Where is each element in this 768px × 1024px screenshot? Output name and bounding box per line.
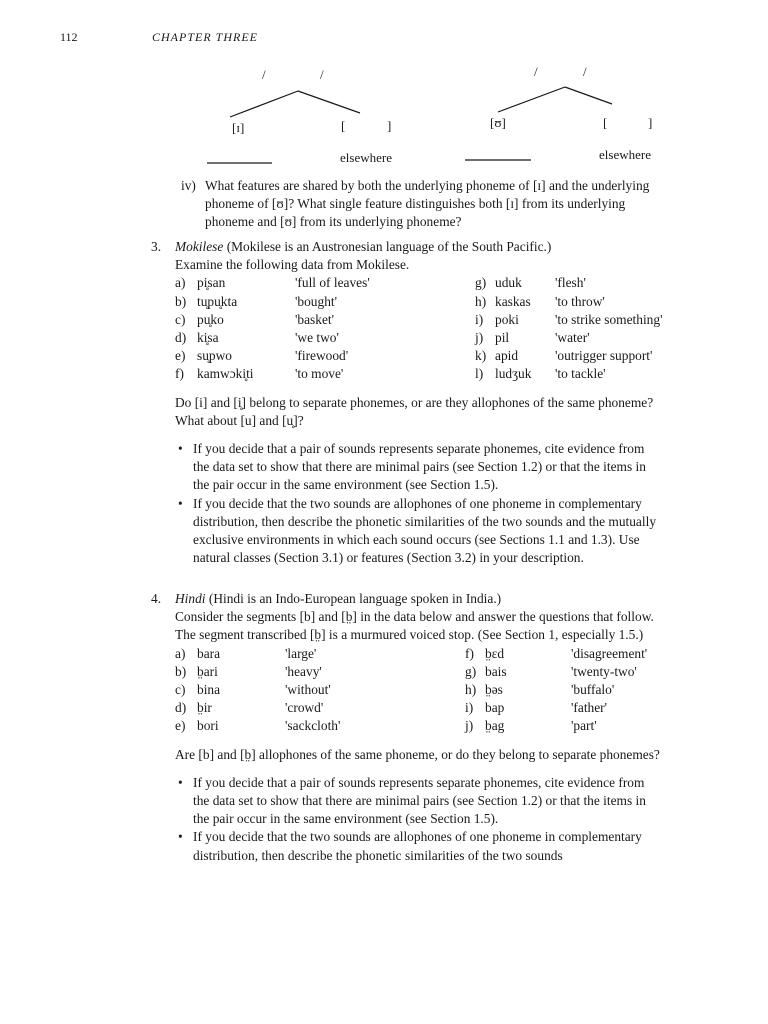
data-cell-lg: 'heavy': [285, 663, 322, 679]
data-cell-rw: ludʒuk: [495, 366, 532, 382]
bullet-item: • If you decide that the two sounds are allophones of one phoneme in complementary distribution, then describe the phonetic similarities of the two sounds: [193, 828, 663, 864]
bullet-item: • If you decide that a pair of sounds represents separate phonemes, cite evidence from the data set to show that there are minimal pairs (see Section 1.2) or that the items in the pair occur in the same environment (see Section 1.5).: [193, 440, 663, 495]
data-cell-lw: bori: [197, 718, 219, 734]
data-cell-lg: 'crowd': [285, 700, 324, 716]
data-cell-lw: pi̥san: [197, 275, 226, 291]
right-phoneme-slash-close: /: [583, 64, 587, 79]
data-cell-lg: 'bought': [295, 293, 338, 309]
data-cell-rg: 'outrigger support': [555, 348, 653, 364]
data-cell-lw: bara: [197, 645, 221, 661]
data-cell-rg: 'to tackle': [555, 366, 606, 382]
data-cell-rg: 'twenty-two': [571, 663, 637, 679]
data-cell-la: e): [175, 718, 186, 734]
data-cell-la: d): [175, 700, 187, 716]
data-cell-rg: 'water': [555, 330, 590, 346]
data-cell-la: b): [175, 663, 187, 679]
data-cell-lw: ki̥sa: [197, 330, 219, 346]
data-cell-rw: bap: [485, 700, 505, 716]
exercise-intro: Hindi (Hindi is an Indo-European language spoken in India.): [175, 591, 502, 606]
right-tree-branch-right: [565, 87, 612, 104]
data-cell-ra: f): [465, 645, 474, 661]
left-allophone-label: [ɪ]: [232, 120, 245, 135]
bullet-item: • If you decide that a pair of sounds represents separate phonemes, cite evidence from the data set to show that there are minimal pairs (see Section 1.2) or that the items in the pair occur in the same environment (see Section 1.5).: [193, 774, 663, 829]
data-cell-la: e): [175, 348, 186, 364]
exercise-number: 4.: [151, 591, 162, 606]
data-cell-rg: 'buffalo': [571, 682, 615, 698]
data-cell-ra: j): [465, 718, 474, 734]
right-phoneme-slash-open: /: [534, 64, 538, 79]
data-cell-lw: bina: [197, 682, 221, 698]
data-cell-rw: apid: [495, 348, 519, 364]
bullet-item: • If you decide that the two sounds are allophones of one phoneme in complementary distribution, then describe the phonetic similarities of the two sounds and the mutually exclusive environments in which each sound occurs (see Sections 1.1 and 1.3). Use natural classes (Section 3.1) or features (Section 3.2) in your description.: [193, 495, 663, 568]
data-cell-la: b): [175, 293, 187, 309]
data-cell-lg: 'without': [285, 682, 331, 698]
question-number: iv): [181, 178, 196, 193]
exercise-4: [151, 590, 663, 865]
data-cell-lw: kamwɔki̥ti: [197, 366, 254, 382]
data-cell-lw: b̤ir: [197, 700, 212, 716]
data-cell-rw: b̤ag: [485, 718, 505, 734]
data-cell-rg: 'disagreement': [571, 645, 648, 661]
page-number: 112: [60, 30, 78, 44]
data-cell-lg: 'basket': [295, 311, 335, 327]
data-table: [175, 274, 663, 383]
data-cell-rg: 'to throw': [555, 293, 605, 309]
language-name: Mokilese: [175, 239, 224, 254]
data-cell-rw: b̤əs: [485, 682, 503, 698]
data-cell-ra: j): [475, 330, 484, 346]
data-cell-la: d): [175, 330, 187, 346]
right-elsewhere-bracket-close: ]: [648, 115, 653, 130]
exercise-instruction: Examine the following data from Mokilese.: [175, 257, 410, 273]
exercise-intro: Mokilese (Mokilese is an Austronesian language of the South Pacific.): [175, 239, 552, 254]
data-cell-rw: b̤ɛd: [485, 645, 505, 661]
data-cell-lg: 'firewood': [295, 348, 349, 364]
data-cell-rw: bais: [485, 663, 507, 679]
data-table: [175, 645, 663, 736]
exercise-number: 3.: [151, 239, 162, 254]
data-cell-lg: 'full of leaves': [295, 275, 370, 291]
data-cell-rg: 'part': [571, 718, 597, 734]
rule-diagrams: [0, 0, 768, 170]
data-cell-ra: l): [475, 366, 484, 382]
data-cell-lg: 'large': [285, 645, 317, 661]
data-cell-ra: h): [475, 293, 487, 309]
language-name: Hindi: [175, 591, 206, 606]
exercise-question: Are [b] and [b̤] allophones of the same phoneme, or do they belong to separate phonemes?: [175, 746, 660, 762]
data-cell-ra: i): [475, 311, 484, 327]
left-phoneme-slash-open: /: [262, 67, 266, 82]
data-cell-rw: poki: [495, 311, 519, 327]
left-elsewhere-label: elsewhere: [340, 150, 392, 165]
question-iv: [181, 177, 663, 232]
right-elsewhere-bracket-open: [: [603, 115, 608, 130]
chapter-title: CHAPTER THREE: [152, 30, 258, 44]
right-elsewhere-label: elsewhere: [599, 147, 651, 162]
bullet-list: [175, 440, 663, 567]
data-cell-la: c): [175, 682, 186, 698]
data-cell-rw: pil: [495, 330, 510, 346]
data-cell-lw: su̥pwo: [197, 348, 232, 364]
data-cell-rg: 'to strike something': [555, 311, 663, 327]
data-cell-lw: pu̥ko: [197, 311, 224, 327]
data-cell-rg: 'father': [571, 700, 608, 716]
data-cell-lg: 'we two': [295, 330, 339, 346]
data-cell-la: f): [175, 366, 184, 382]
exercise-3: [151, 238, 663, 567]
data-cell-ra: h): [465, 682, 477, 698]
left-tree-branch-left: [230, 91, 298, 117]
data-cell-la: a): [175, 275, 186, 291]
data-cell-lw: tu̥pu̥kta: [197, 293, 238, 309]
right-allophone-label: [ʊ]: [490, 115, 506, 130]
question-text: What features are shared by both the underlying phoneme of [ɪ] and the underlying phoneme of [ʊ]? What single feature distinguishes both [ɪ] from its underlying phoneme and [ʊ] from its underlying phoneme?: [205, 178, 650, 230]
data-cell-ra: i): [465, 700, 474, 716]
right-tree-branch-left: [498, 87, 565, 112]
left-elsewhere-bracket-close: ]: [387, 118, 392, 133]
data-cell-lg: 'to move': [295, 366, 344, 382]
data-cell-lg: 'sackcloth': [285, 718, 341, 734]
data-cell-rg: 'flesh': [555, 275, 586, 291]
data-cell-rw: kaskas: [495, 293, 531, 309]
exercise-question: Do [i] and [i̥] belong to separate phonemes, or are they allophones of the same phoneme? What about [u] and [u̥]?: [175, 394, 654, 428]
data-cell-ra: g): [465, 663, 477, 679]
bullet-list: [175, 774, 663, 865]
left-tree-branch-right: [298, 91, 360, 113]
exercise-instruction: Consider the segments [b] and [b̤] in the data below and answer the questions that follow. The segment transcribed [b̤] is a murmured voiced stop. (See Section 1, especially 1.5.): [175, 609, 654, 643]
data-cell-la: c): [175, 311, 186, 327]
left-phoneme-slash-close: /: [320, 67, 324, 82]
left-elsewhere-bracket-open: [: [341, 118, 346, 133]
data-cell-ra: g): [475, 275, 487, 291]
data-cell-lw: b̤ari: [197, 663, 218, 679]
data-cell-la: a): [175, 645, 186, 661]
data-cell-rw: uduk: [495, 275, 522, 291]
data-cell-ra: k): [475, 348, 487, 364]
